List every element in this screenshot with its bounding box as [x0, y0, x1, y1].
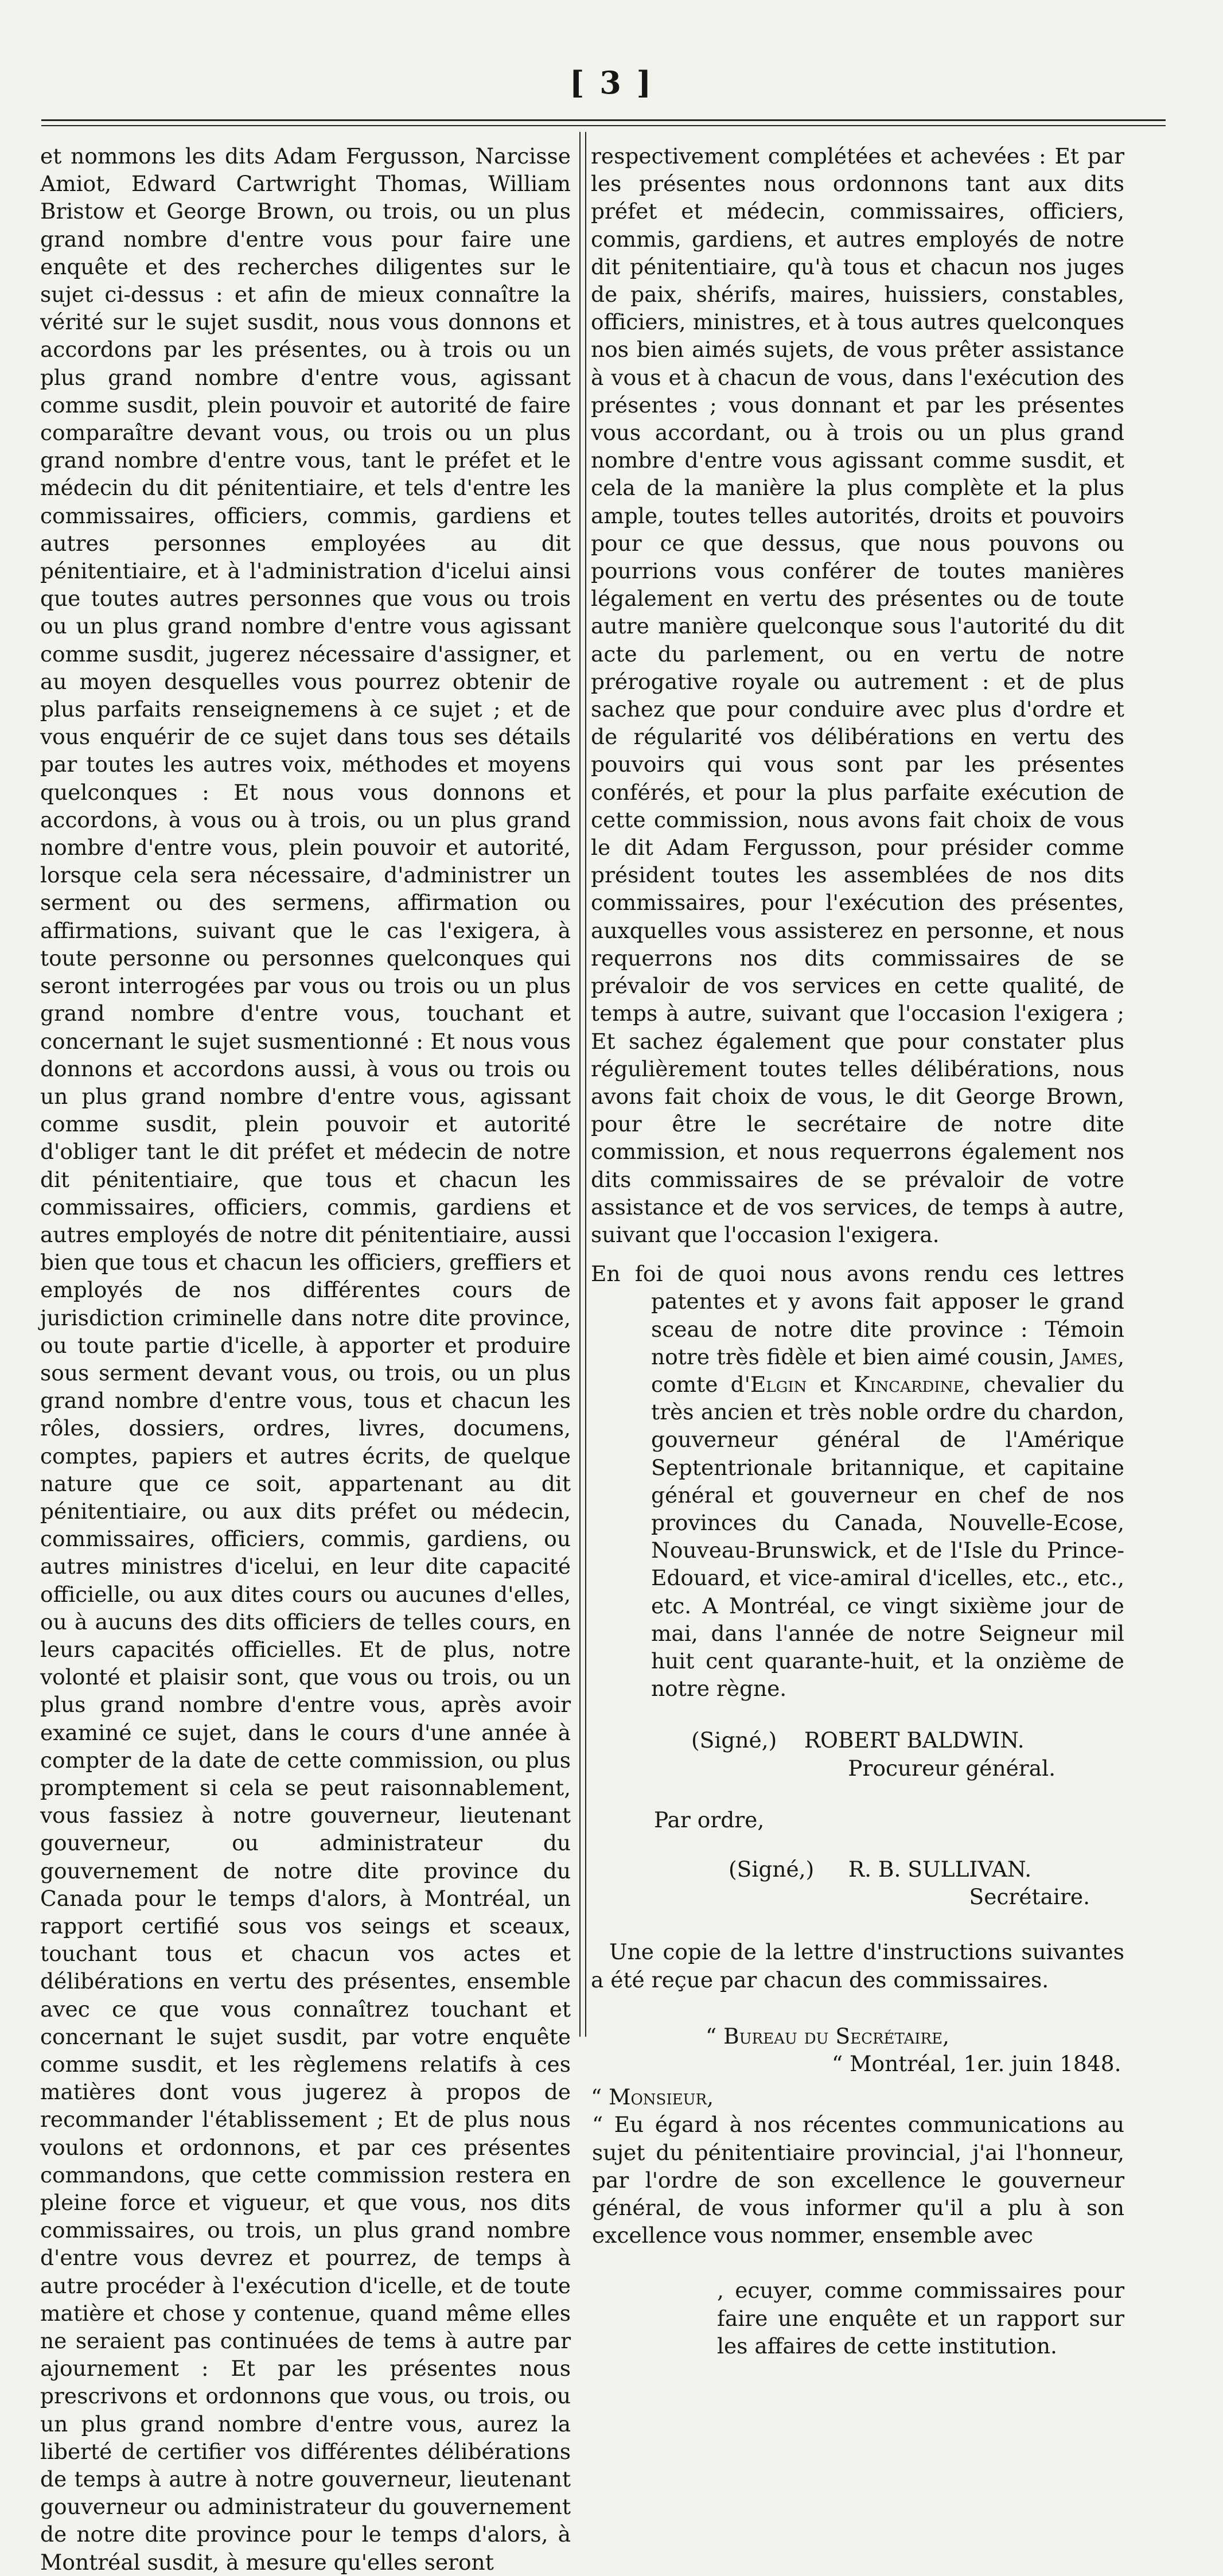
- letter-body-2: , ecuyer, comme commissaires pour faire une enquête et un rapport sur les affaires de cette institution.: [717, 2278, 1124, 2359]
- page-number: [ 3 ]: [569, 64, 654, 101]
- by-order-label: Par ordre,: [654, 1807, 765, 1832]
- attestation-mid-2: et: [807, 1371, 854, 1397]
- right-column-continuation: respectivement complétées et achevées : Et par les présentes nous ordonnons tant aux dits préfet et médecin, commissaires, officiers, commis, gardiens, et autres employés de notre dit pénitentiaire, qu'à tous et chacun nos juges de paix, shérifs, maires, huissiers, constables, officiers, ministres, et à tous autres quelconques nos bien aimés sujets, de vous prêter assistance à vous et à chacun de vous, dans l'exécution des présentes ; vous donnant et par les présentes vous accordant, ou à trois ou un plus grand nombre d'entre vous agissant comme susdit, et cela de la manière la plus complète et la plus ample, toutes telles autorités, droits et pouvoirs pour ce que dessus, que nous pouvons ou pourrions vous conférer de toutes manières légalement en vertu des présentes ou de toute autre manière quelconque sous l'autorité du dit acte du parlement, ou en vertu de notre prérogative royale ou autrement : et de plus sachez que pour conduire avec plus d'ordre et de régularité vos délibérations en vertu des pouvoirs qui vous sont par les présentes conférés, et pour la plus parfaite exécution de cette commission, nous avons fait choix de vous le dit Adam Fergusson, pour présider comme président toutes les assemblées de nos dits commissaires, pour l'exécution des présentes, auxquelles vous assisterez en personne, et nous requerrons nos dits commissaires de se prévaloir de vos services en cette qualité, de temps à autre, suivant que l'occasion l'exigera ; Et sachez également que pour constater plus régulièrement toutes telles délibérations, nous avons fait choix de vous, le dit George Brown, pour être le secrétaire de notre dite commission, et nous requerrons également nos dits commissaires de se prévaloir de votre assistance et de vos services, de temps à autre, suivant que l'occasion l'exigera.: [591, 143, 1124, 1247]
- left-column: [40, 142, 571, 2576]
- signature-line-2: [591, 1855, 1124, 1883]
- signer-1-name: ROBERT BALDWIN.: [804, 1727, 1025, 1753]
- attestation-mid-1: , comte d': [651, 1344, 1124, 1397]
- signer-2-name: R. B. SULLIVAN.: [848, 1856, 1032, 1882]
- attestation-rest: , chevalier du très ancien et très noble ordre du chardon, gouverneur général de l'Amérique Septentrionale britannique, et capitaine général et gouverneur en chef de nos provinces du Canada, Nouvelle-Ecose, Nouveau-Brunswick, et de l'Isle du Prince-Edouard, et vice-amiral d'icelles, etc., etc., etc. A Montréal, ce vingt sixième jour de mai, dans l'année de notre Seigneur mil huit cent quarante-huit, et la onzième de notre règne.: [651, 1371, 1124, 1702]
- attestation-lead: En foi de quoi nous avons rendu ces lettres patentes et y avons fait apposer le grand sceau de notre dite province : Témoin notre très fidèle et bien aimé cousin,: [591, 1261, 1124, 1369]
- header-rule: [41, 119, 1166, 126]
- signed-label-2: (Signé,): [729, 1856, 815, 1882]
- right-column: [591, 142, 1124, 2360]
- signed-label-1: (Signé,): [691, 1727, 777, 1753]
- column-divider: [579, 132, 586, 2037]
- letter-body-1: “ Eu égard à nos récentes communications au sujet du pénitentiaire provincial, j'ai l'honneur, par l'ordre de son excellence le gouverneur général, de vous informer qu'il a plu à son excellence vous nommer, ensemble avec: [592, 2112, 1124, 2248]
- left-column-paragraph: et nommons les dits Adam Fergusson, Narcisse Amiot, Edward Cartwright Thomas, William Bristow et George Brown, ou trois, ou un plus grand nombre d'entre vous pour faire une enquête et des recherches diligentes sur le sujet ci-dessus : et afin de mieux connaître la vérité sur le sujet susdit, nous vous donnons et accordons par les présentes, ou à trois ou un plus grand nombre d'entre vous, agissant comme susdit, plein pouvoir et autorité de faire comparaître devant vous, ou trois ou un plus grand nombre d'entre vous, tant le préfet et le médecin du dit pénitentiaire, et tels d'entre les commissaires, officiers, commis, gardiens et autres personnes employées au dit pénitentiaire, et à l'administration d'icelui ainsi que toutes autres personnes que vous ou trois ou un plus grand nombre d'entre vous agissant comme susdit, jugerez nécessaire d'assigner, et au moyen desquelles vous pourrez obtenir de plus parfaits renseignemens à ce sujet ; et de vous enquérir de ce sujet dans tous ses détails par toutes les autres voix, méthodes et moyens quelconques : Et nous vous donnons et accordons, à vous ou à trois, ou un plus grand nombre d'entre vous, plein pouvoir et autorité, lorsque cela sera nécessaire, d'administrer un serment ou des sermens, affirmation ou affirmations, suivant que le cas l'exigera, à toute personne ou personnes quelconques qui seront interrogées par vous ou trois ou un plus grand nombre d'entre vous, touchant et concernant le sujet susmentionné : Et nous vous donnons et accordons aussi, à vous ou trois ou un plus grand nombre d'entre vous, agissant comme susdit, plein pouvoir et autorité d'obliger tant le dit préfet et médecin de notre dit pénitentiaire, que tous et chacun les commissaires, officiers, commis, gardiens et autres employés de notre dit pénitentiaire, aussi bien que tous et chacun les officiers, greffiers et employés de nos différentes cours de jurisdiction criminelle dans notre dite province, ou toute partie d'icelle, à apporter et produire sous serment devant vous, ou trois, ou un plus grand nombre d'entre vous, tous et chacun les rôles, dossiers, ordres, livres, documens, comptes, papiers et autres écrits, de quelque nature que ce soit, appartenant au dit pénitentiaire, ou aux dits préfet ou médecin, commissaires, officiers, commis, gardiens, ou autres ministres d'icelui, en leur dite capacité officielle, ou aux dites cours ou aucunes d'elles, ou à aucuns des dits officiers de telles cours, en leurs capacités officielles. Et de plus, notre volonté et plaisir sont, que vous ou trois, ou un plus grand nombre d'entre vous, après avoir examiné ce sujet, dans le cours d'une année à compter de la date de cette commission, ou plus promptement si cela se peut raisonnablement, vous fassiez à notre gouverneur, lieutenant gouverneur, ou administrateur du gouvernement de notre dite province du Canada pour le temps d'alors, à Montréal, un rapport certifié sous vos seings et sceaux, touchant tous et chacun vos actes et délibérations en vertu des présentes, ensemble avec ce que vous connaîtrez touchant et concernant le sujet susdit, par votre enquête comme susdit, et les règlemens relatifs à ces matières dont vous jugerez à propos de recommander l'établissement ; Et de plus nous voulons et ordonnons, et par ces présentes commandons, que cette commission restera en pleine force et vigueur, et que vous, nos dits commissaires, ou trois, un plus grand nombre d'entre vous devrez et pourrez, de temps à autre procéder à l'exécution d'icelle, et de toute matière et chose y contenue, quand même elles ne seraient pas continuées de tems à autre par ajournement : Et par les présentes nous prescrivons et ordonnons que vous, ou trois, ou un plus grand nombre d'entre vous, aurez la liberté de certifier vos différentes délibérations de temps à autre à notre gouverneur, lieutenant gouverneur ou administrateur du gouvernement de notre dite province pour le temps d'alors, à Montréal susdit, à mesure qu'elles seront: [40, 143, 571, 2575]
- signer-2-title: Secrétaire.: [969, 1884, 1090, 1910]
- signer-1-title: Procureur général.: [848, 1755, 1055, 1781]
- attestation-paragraph: [591, 1260, 1124, 1702]
- letter-blank-line: [591, 2249, 1124, 2277]
- attestation-name-james: James: [1061, 1344, 1118, 1369]
- signature-line-1: [591, 1726, 1124, 1754]
- attestation-name-kincardine: Kincardine: [854, 1371, 964, 1397]
- letter-office: “ Bureau du Secrétaire,: [706, 2023, 949, 2049]
- copy-note: Une copie de la lettre d'instructions suivantes a été reçue par chacun des commissaires.: [591, 1939, 1124, 1993]
- attestation-name-elgin: Elgin: [750, 1371, 807, 1397]
- letter-place-date: “ Montréal, 1er. juin 1848.: [832, 2051, 1121, 2076]
- letter-salutation: “ Monsieur,: [591, 2084, 714, 2110]
